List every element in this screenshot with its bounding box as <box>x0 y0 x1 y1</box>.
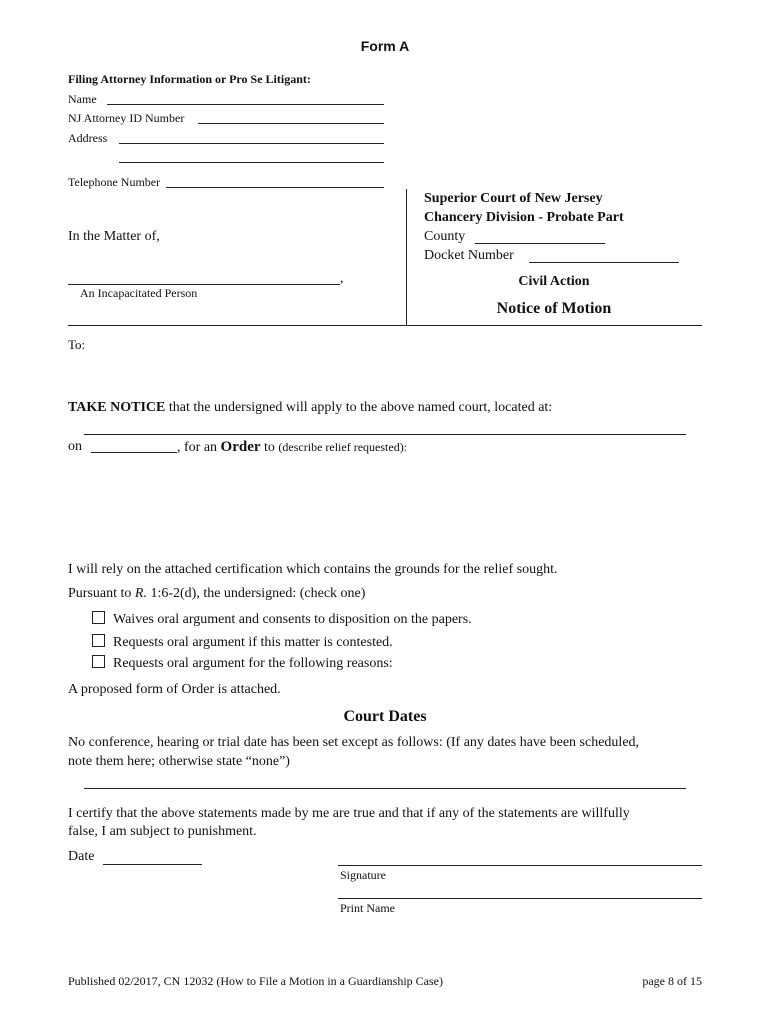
certify-line2: false, I am subject to punishment. <box>68 824 257 839</box>
option-request-reasons[interactable] <box>92 655 393 672</box>
court-dates-field[interactable] <box>84 788 686 789</box>
rely-text: I will rely on the attached certification which contains the grounds for the relief sought. <box>68 562 558 577</box>
order-bold: Order <box>220 439 261 455</box>
take-notice-text <box>68 400 552 416</box>
option-request-reasons-label: Requests oral argument for the following reasons: <box>113 656 393 671</box>
court-dates-line2: note them here; otherwise state “none”) <box>68 754 290 769</box>
telephone-label: Telephone Number <box>68 175 161 189</box>
pursuant-text <box>68 586 365 602</box>
address-field-2[interactable] <box>119 162 384 163</box>
pursuant-rest: 1:6-2(d), the undersigned: (check one) <box>146 586 366 601</box>
ward-name-field[interactable] <box>68 284 340 285</box>
form-title: Form A <box>360 38 410 54</box>
court-division: Chancery Division - Probate Part <box>424 210 624 225</box>
for-an-text: , for an <box>177 440 221 455</box>
in-the-matter-label: In the Matter of, <box>68 229 160 244</box>
proposed-order-text: A proposed form of Order is attached. <box>68 682 281 697</box>
to-label: To: <box>68 337 86 352</box>
footer-page-number: page 8 of 15 <box>642 974 702 988</box>
option-waive[interactable] <box>92 611 472 628</box>
certify-line1: I certify that the above statements made by me are true and that if any of the statements are willfully <box>68 806 630 821</box>
describe-relief-text: (describe relief requested): <box>278 440 408 454</box>
checkbox-icon[interactable] <box>92 634 105 647</box>
court-name: Superior Court of New Jersey <box>424 191 603 206</box>
on-label: on <box>68 439 82 454</box>
court-dates-line1: No conference, hearing or trial date has been set except as follows: (If any dates have been scheduled, <box>68 735 640 750</box>
motion-date-field[interactable] <box>91 452 177 453</box>
take-notice-rest: that the undersigned will apply to the above named court, located at: <box>165 400 553 415</box>
court-dates-heading: Court Dates <box>343 708 427 725</box>
caption-bottom-rule <box>68 325 702 326</box>
filing-heading: Filing Attorney Information or Pro Se Litigant: <box>68 72 311 86</box>
option-waive-label: Waives oral argument and consents to disposition on the papers. <box>113 612 472 627</box>
order-phrase <box>177 439 407 456</box>
county-field[interactable] <box>475 243 605 244</box>
option-request-contested[interactable] <box>92 634 393 651</box>
incapacitated-person-label: An Incapacitated Person <box>80 286 198 300</box>
checkbox-icon[interactable] <box>92 655 105 668</box>
date-label: Date <box>68 849 95 864</box>
checkbox-icon[interactable] <box>92 611 105 624</box>
signature-label: Signature <box>340 868 386 882</box>
attorney-id-field[interactable] <box>198 123 384 124</box>
name-label: Name <box>68 92 97 106</box>
take-notice-bold: TAKE NOTICE <box>68 400 166 415</box>
county-label: County <box>424 229 466 244</box>
address-label: Address <box>68 131 108 145</box>
footer-published: Published 02/2017, CN 12032 (How to File a Motion in a Guardianship Case) <box>68 974 443 988</box>
telephone-field[interactable] <box>166 187 384 188</box>
signature-field[interactable] <box>338 865 702 866</box>
address-field-1[interactable] <box>119 143 384 144</box>
print-name-field[interactable] <box>338 898 702 899</box>
civil-action-label: Civil Action <box>518 274 590 289</box>
attorney-id-label: NJ Attorney ID Number <box>68 111 185 125</box>
caption-comma: , <box>340 271 344 286</box>
name-field[interactable] <box>107 104 384 105</box>
docket-field[interactable] <box>529 262 679 263</box>
pursuant-prefix: Pursuant to <box>68 586 135 601</box>
option-request-contested-label: Requests oral argument if this matter is contested. <box>113 635 393 650</box>
notice-title: Notice of Motion <box>496 300 612 317</box>
pursuant-rule: R. <box>134 586 147 601</box>
date-field[interactable] <box>103 864 202 865</box>
docket-label: Docket Number <box>424 248 514 263</box>
print-name-label: Print Name <box>340 901 395 915</box>
to-word: to <box>260 440 279 455</box>
court-location-field[interactable] <box>84 434 686 435</box>
